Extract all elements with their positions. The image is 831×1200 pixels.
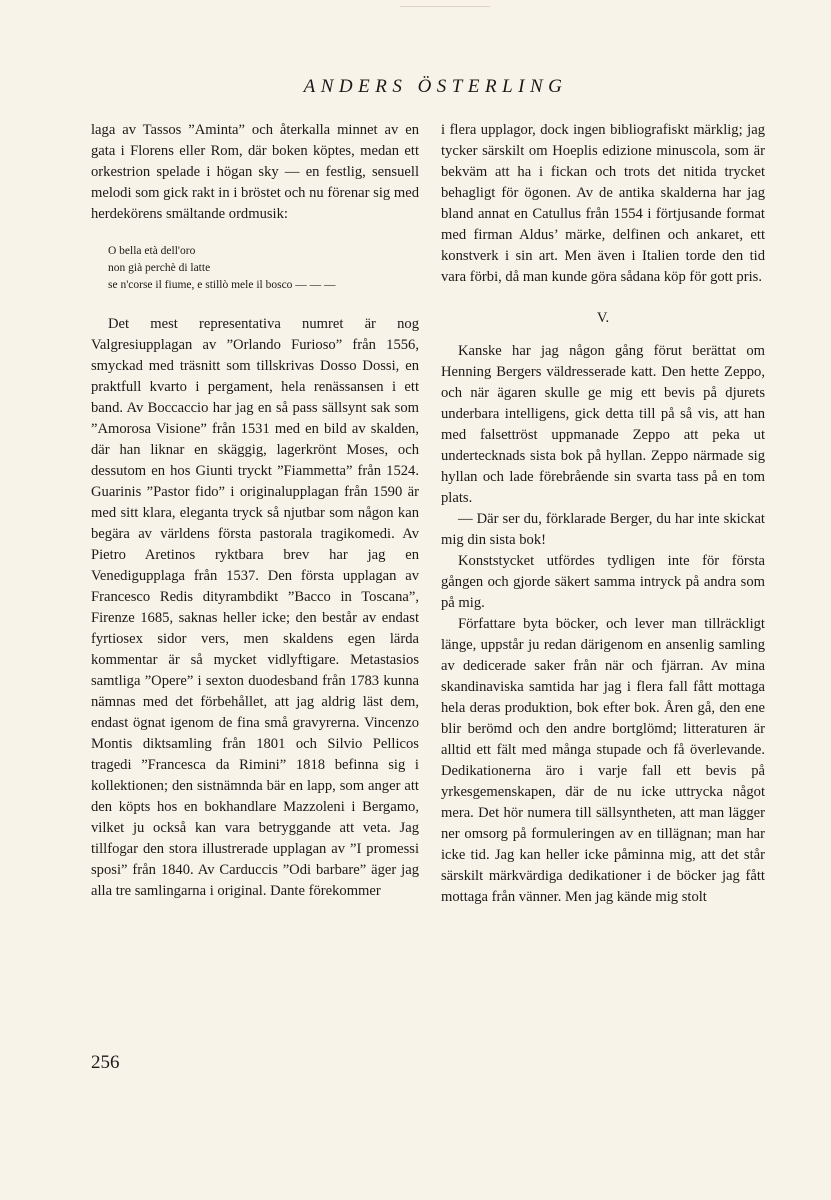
section-heading: V. [596,310,610,326]
running-header: ANDERS ÖSTERLING [303,76,568,97]
verse-line: se n'corse il fiume, e stillò mele il bosco — — — [108,279,336,291]
paragraph-continuation: i flera upplagor, dock ingen bibliografiskt märklig; jag tycker särskilt om Hoeplis edizione minuscola, som är bekväm att ha i fickan och trots det nitida trycket behagligt för ögonen. Av de antika skalderna har jag bland annat en Catullus från 1554 i förtjusande format med firman Aldus’ märke, delfinen och ankaret, ett konstverk i sin art. Men även i Italien torde den tid vara förbi, då man kunde göra sådana köp för gott pris. [441,122,765,285]
page-number: 256 [91,1052,120,1073]
paragraph: Det mest representativa numret är nog Valgresiupplagan av ”Orlando Furioso” från 1556, smyckad med träsnitt som tillskrivas Dosso Dossi, en praktfull kvarto i pergament, hela renässansen i ett band. Av Boccaccio har jag en så pass sällsynt sak som ”Amorosa Visione” från 1531 med en bild av skalden, där han liknar en skäggig, lagerkrönt Moses, och dessutom en hos Giunti tryckt ”Fiammetta” från 1524. Guarinis ”Pastor fido” i originalupplagan från 1590 är med sitt klara, eleganta tryck så njutbar som någon kan begära av världens första pastorala tragikomedi. Av Pietro Aretinos ryktbara brev har jag en Venedigupplaga från 1537. Den första upplagan av Francesco Redis dityrambdikt ”Bacco in Toscana”, Firenze 1685, saknas heller icke; den består av endast fyrtiosex sidor vers, men skaldens egen lärda kommentar är så mycket vidlyftigare. Metastasios samtliga ”Opere” i sexton duodesband från 1783 kunna nämnas med det förbehållet, att jag aldrig läst dem, endast ögnat igenom de fina små gravyrerna. Vincenzo Montis diktsamling från 1801 och Silvio Pellicos tragedi ”Francesca da Rimini” 1818 befinna sig i kollektionen; den sistnämnda bär en lapp, som anger att den köpts hos en bokhandlare Mazzoleni i Bergamo, vilket ju också kan vara betryggande att veta. Jag tillfogar den stora illustrerade upplagan av ”I promessi sposi” från 1840. Av Carduccis ”Odi barbare” äger jag alla tre samlingarna i original. Dante förekommer [91,316,419,899]
paragraph: Författare byta böcker, och lever man tillräckligt länge, uppstår ju redan därigenom en ansenlig samling av dedicerade saker från när och fjärran. Av mina skandinaviska samtida har jag i flera fall fått mottaga hela deras produktion, bok efter bok. Åren gå, den ene blir berömd och den andre bortglömd; litteraturen är alltid ett fält med många stupade och få överlevande. Dedikationerna äro i varje fall ett bevis på yrkesgemenskapen, där de nu icke uttrycka något mera. Det hör numera till sällsyntheten, att man lägger ner omsorg på formuleringen av en tillägnan; man har icke tid. Jag kan heller icke påminna mig, att det står särskilt märkvärdiga dedikationer i de böcker jag fått mottaga från vänner. Men jag kände mig stolt [441,616,765,905]
paragraph: Kanske har jag någon gång förut berättat om Henning Bergers väldresserade katt. Den hette Zeppo, och när ägaren skulle ge mig ett bevis på djurets underbara intelligens, gick detta till på så vis, att han med falsettröst uppmanade Zeppo att peka ut undertecknads sista bok på hyllan. Zeppo närmade sig hyllan och lade förebrående sin svarta tass på en tom plats. [441,343,765,506]
left-column [91,120,419,902]
paragraph-continuation: laga av Tassos ”Aminta” och återkalla minnet av en gata i Florens eller Rom, där boken köptes, medan ett orkestrion spelade i högan sky — en festlig, sensuell melodi som gick rakt in i bröstet och nu förenar sig med herdekörens smältande ordmusik: [91,122,419,222]
verse-line: O bella età dell'oro [108,245,196,257]
right-column [441,120,765,908]
dialogue-paragraph: — Där ser du, förklarade Berger, du har inte skickat mig din sista bok! [441,511,765,548]
verse-quote [108,243,419,294]
verse-line: non già perchè di latte [108,262,211,274]
scan-edge-mark [400,0,490,7]
paragraph: Konststycket utfördes tydligen inte för första gången och gjorde säkert samma intryck på andra som på mig. [441,553,765,611]
